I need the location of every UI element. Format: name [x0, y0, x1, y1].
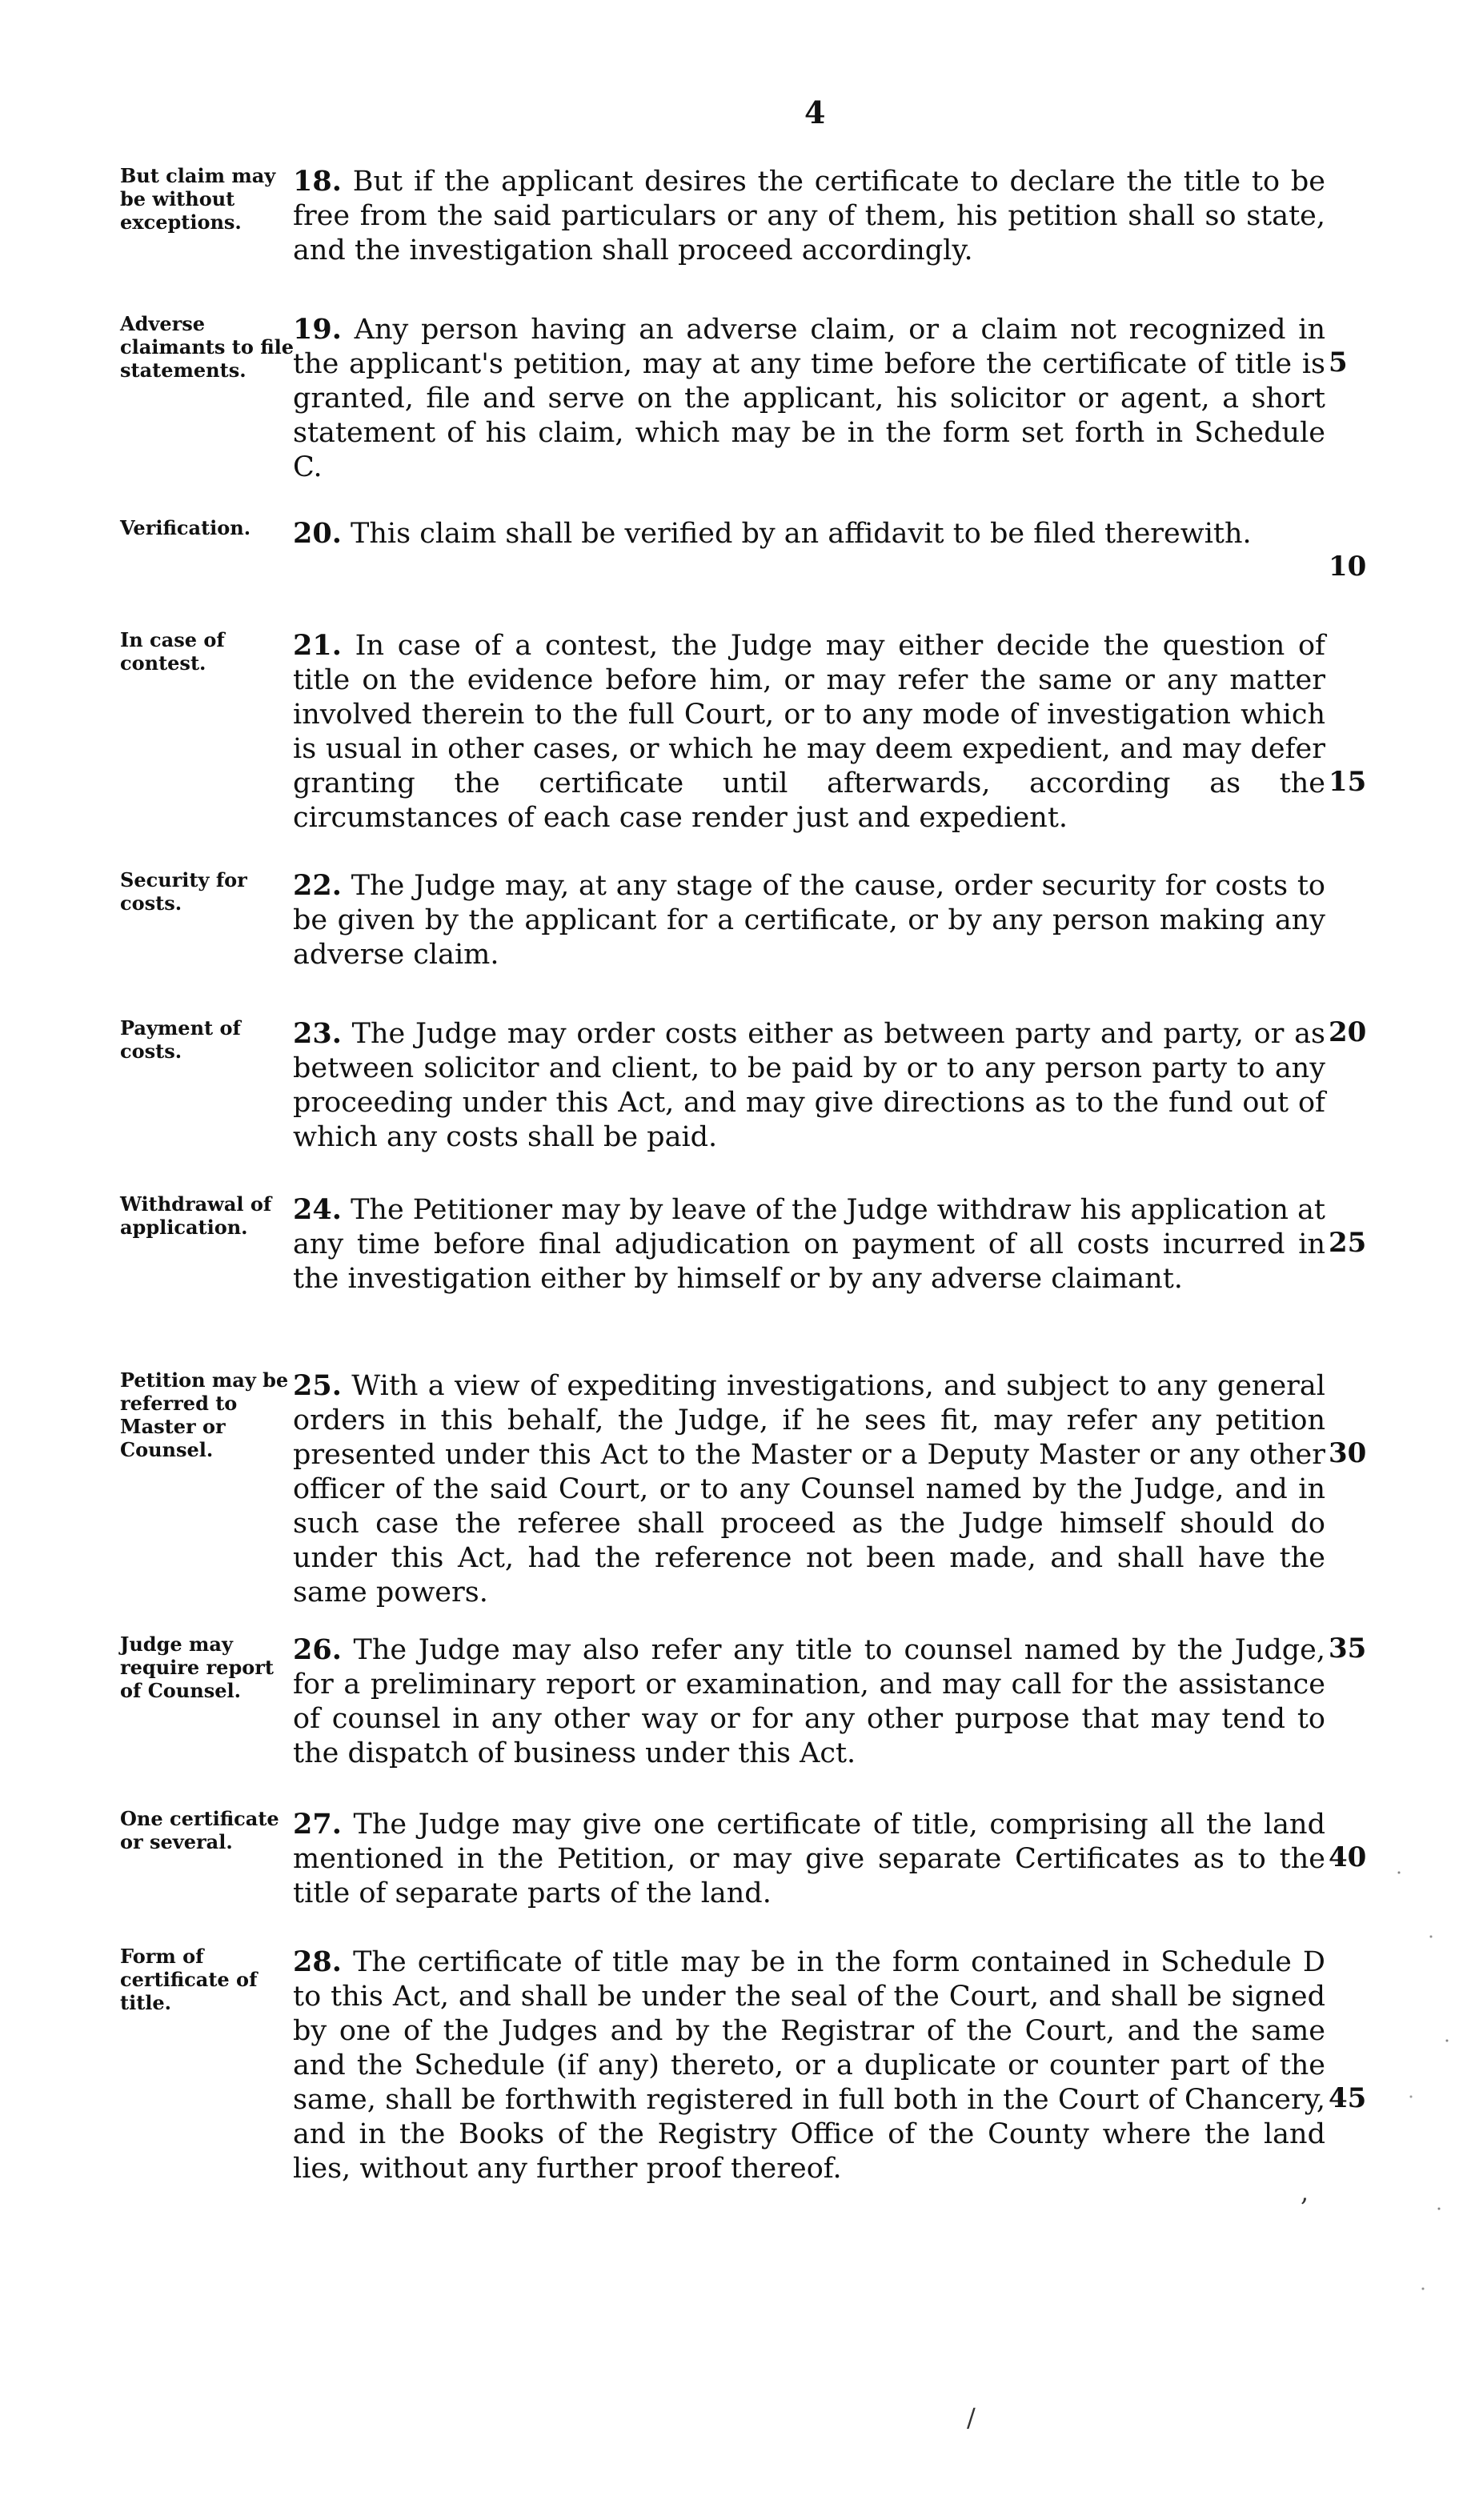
section-number: 24.: [293, 1193, 342, 1226]
marginal-note: Verification.: [120, 516, 251, 539]
section-body: But if the applicant desires the certificate to declare the title to be free from the said particulars or any of them, his petition shall so state, and the investigation shall proceed accordingly.: [293, 166, 1325, 266]
section-text: [293, 1192, 1325, 1296]
section-number: 21.: [293, 629, 342, 662]
section-number: 25.: [293, 1369, 342, 1402]
line-number: 35: [1329, 1633, 1367, 1665]
line-number: 15: [1329, 766, 1367, 798]
line-number: 20: [1329, 1016, 1367, 1048]
marginal-note: But claim may be without exceptions.: [120, 164, 276, 234]
section-text: [293, 628, 1325, 835]
section-text: [293, 868, 1325, 972]
section-text: [293, 1945, 1325, 2186]
section-number: 23.: [293, 1017, 342, 1050]
marginal-note: Form of certificate of title.: [120, 1945, 258, 2014]
marginal-note: Security for costs.: [120, 868, 247, 915]
section-number: 27.: [293, 1808, 342, 1841]
section-text: [293, 1807, 1325, 1911]
stray-mark: /: [967, 2402, 976, 2433]
line-number: 40: [1329, 1841, 1367, 1873]
marginal-note: Payment of costs.: [120, 1016, 241, 1063]
section-body: The Judge may also refer any title to counsel named by the Judge, for a preliminary report or examination, and may call for the assistance of counsel in any other way or for any other purpose that may tend to the dispatch of business under this Act.: [293, 1634, 1325, 1769]
section-text: [293, 1016, 1325, 1155]
marginal-note: In case of contest.: [120, 628, 225, 675]
line-number: 45: [1329, 2082, 1367, 2114]
section-number: 28.: [293, 1945, 342, 1978]
section-body: The certificate of title may be in the form contained in Schedule D to this Act, and shall be under the seal of the Court, and shall be signed by one of the Judges and by the Registrar of the Court, and the same and the Schedule (if any) thereto, or a duplicate or counter part of the same, shall be forthwith registered in full both in the Court of Chancery, and in the Books of the Registry Office of the County where the land lies, without any further proof thereof.: [293, 1946, 1325, 2185]
section-text: [293, 312, 1325, 485]
section-number: 19.: [293, 313, 342, 346]
paper-edge-noise: [1383, 1841, 1471, 2361]
section-text: [293, 516, 1325, 551]
page-number: 4: [804, 94, 826, 130]
section-text: [293, 1633, 1325, 1771]
stray-mark: ,: [1301, 2177, 1309, 2207]
section-body: The Judge may, at any stage of the cause, order security for costs to be given by the applicant for a certificate, or by any person making any adverse claim.: [293, 870, 1325, 971]
section-body: In case of a contest, the Judge may either decide the question of title on the evidence before him, or may refer the same or any matter involved therein to the full Court, or to any mode of investigation which is usual in other cases, or which he may deem expedient, and may defer granting the certificate until afterwards, according as the circumstances of each case render just and expedient.: [293, 630, 1325, 834]
marginal-note: One certificate or several.: [120, 1807, 279, 1853]
line-number: 10: [1329, 551, 1367, 583]
section-number: 18.: [293, 165, 342, 198]
section-body: With a view of expediting investigations, and subject to any general orders in this behalf, the Judge, if he sees fit, may refer any petition presented under this Act to the Master or a Deputy Master or any other officer of the said Court, or to any Counsel named by the Judge, and in such case the referee shall proceed as the Judge himself should do under this Act, had the reference not been made, and shall have the same powers.: [293, 1370, 1325, 1609]
section-body: Any person having an adverse claim, or a claim not recognized in the applicant's petition, may at any time before the certificate of title is granted, file and serve on the applicant, his solicitor or agent, a short statement of his claim, which may be in the form set forth in Schedule C.: [293, 314, 1325, 483]
marginal-note: Judge may require report of Counsel.: [120, 1633, 274, 1702]
line-number: 25: [1329, 1227, 1367, 1259]
section-body: The Judge may give one certificate of title, comprising all the land mentioned in the Petition, or may give separate Certificates as to the title of separate parts of the land.: [293, 1809, 1325, 1909]
section-text: [293, 1368, 1325, 1610]
section-body: This claim shall be verified by an affidavit to be filed therewith.: [351, 518, 1252, 550]
line-number: 30: [1329, 1437, 1367, 1469]
marginal-note: Petition may be referred to Master or Counsel.: [120, 1368, 289, 1461]
marginal-note: Withdrawal of application.: [120, 1192, 272, 1239]
section-number: 26.: [293, 1633, 342, 1666]
marginal-note: Adverse claimants to file statements.: [120, 312, 295, 382]
line-number: 5: [1329, 347, 1348, 379]
section-text: [293, 164, 1325, 268]
section-body: The Judge may order costs either as between party and party, or as between solicitor and client, to be paid by or to any person party to any proceeding under this Act, and may give directions as to the fund out of which any costs shall be paid.: [293, 1018, 1325, 1153]
section-number: 22.: [293, 869, 342, 902]
section-number: 20.: [293, 517, 342, 550]
section-body: The Petitioner may by leave of the Judge withdraw his application at any time before final adjudication on payment of all costs incurred in the investigation either by himself or by any adverse claimant.: [293, 1194, 1325, 1295]
